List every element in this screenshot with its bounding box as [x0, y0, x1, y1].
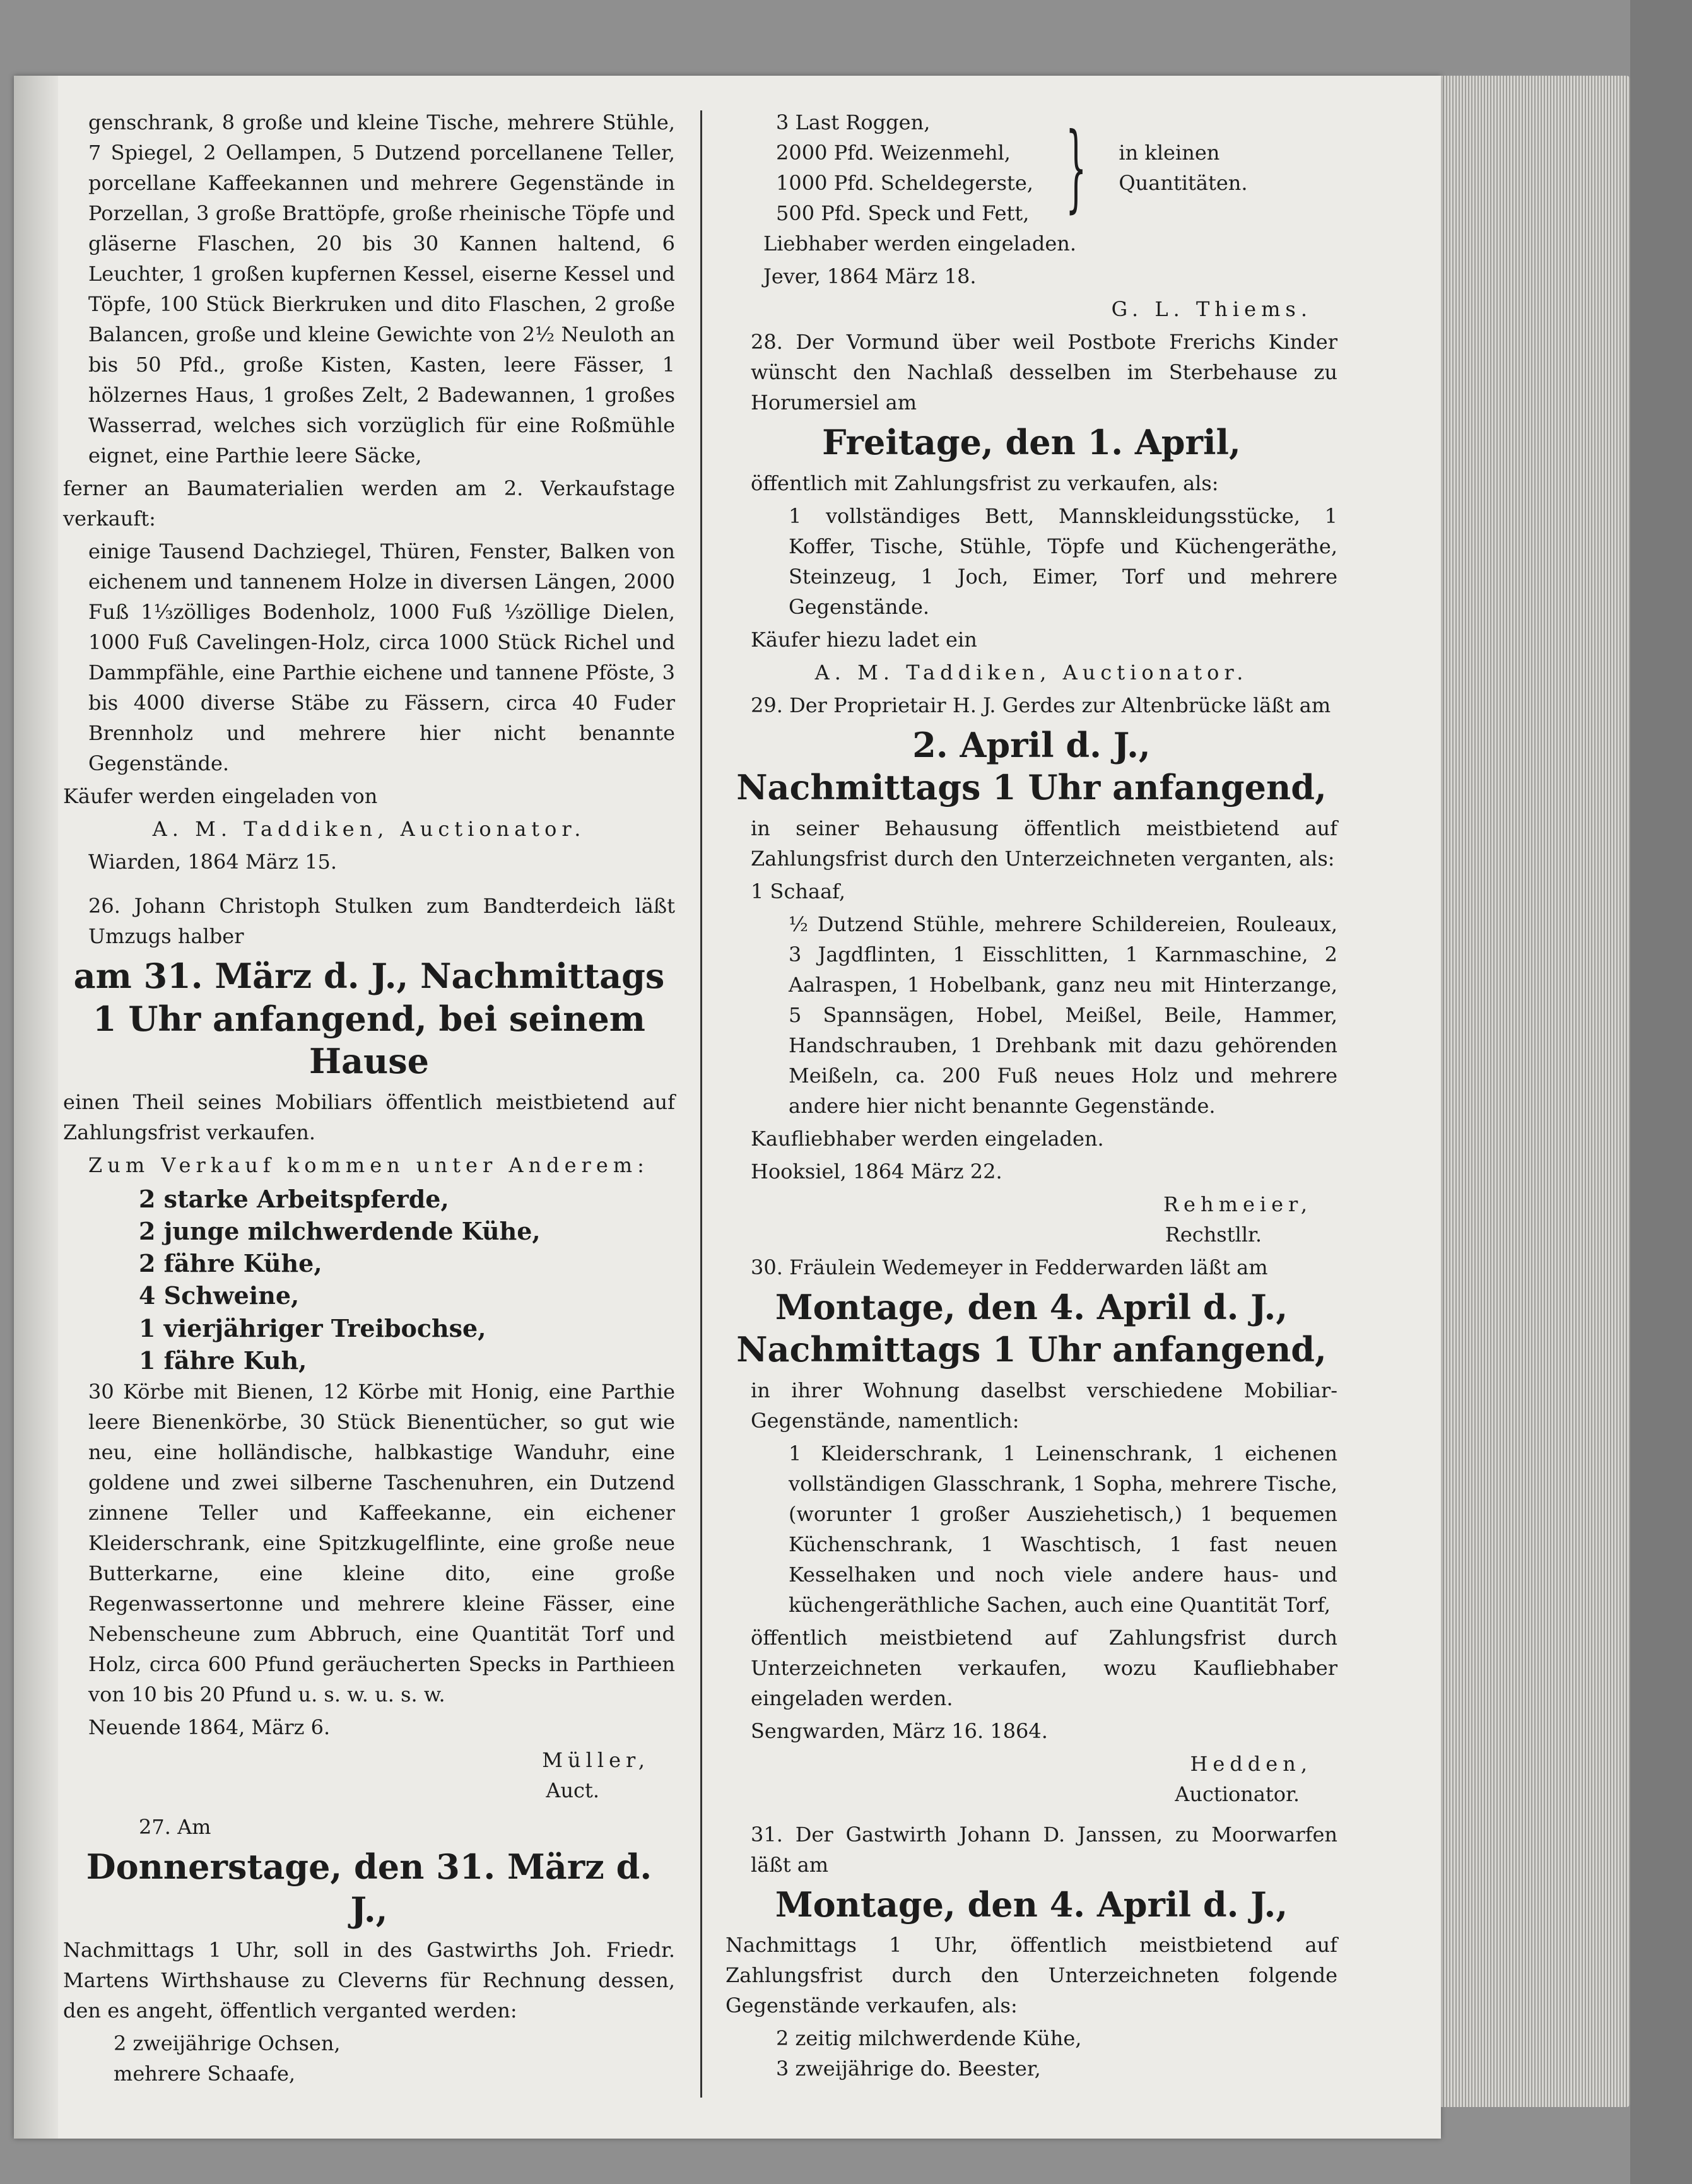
livestock-item: 2 fähre Kühe, — [139, 1249, 322, 1278]
ad-headline: am 31. März d. J., Nachmittags 1 Uhr anfangend, bei seinem Hause — [73, 956, 665, 1081]
building-materials: einige Tausend Dachziegel, Thüren, Fenster, Balken von eichenem und tannenem Holze in diversen Längen, 2000 Fuß 1⅓zölliges Bodenholz, 1000 Fuß ⅓zöllige Dielen, 1000 Fuß Cavelingen-Holz, circa 1000 Stück Richel und Dammpfähle, eine Parthie eichene und tannene Pföste, 3 bis 4000 diverse Stäbe zu Fässern, circa 40 Fuder Brennholz und mehrere hier nicht benannte Gegenstände. — [88, 539, 675, 775]
list-item: 500 Pfd. Speck und Fett, — [776, 201, 1030, 225]
signer-title: Auctionator. — [1175, 1782, 1300, 1806]
ad-more-items: 30 Körbe mit Bienen, 12 Körbe mit Honig, eine Parthie leere Bienenkörbe, 30 Stück Bienentücher, so gut wie neu, eine holländische, halbkastige Wanduhr, eine goldene und zwei silberne Taschenuhren, ein Dutzend zinnene Teller und Kaffeekanne, ein eichener Kleiderschrank, eine Spitzkugelflinte, eine große neue Butterkarne, eine kleine dito, eine große Regenwassertonne und mehrere kleine Fässer, eine Nebenscheune zum Abbruch, eine Quantität Torf und Holz, circa 600 Pfund geräucherten Specks in Parthieen von 10 bis 20 Pfund u. s. w. u. s. w. — [88, 1380, 675, 1707]
signer-title: Rechstllr. — [1165, 1222, 1262, 1247]
list-item: 3 zweijährige do. Beester, — [776, 2057, 1041, 2081]
invitation: Liebhaber werden eingeladen. — [763, 232, 1077, 255]
ad-body: einen Theil seines Mobiliars öffentlich meistbietend auf Zahlungsfrist verkaufen. — [63, 1089, 675, 1144]
list-item: 2000 Pfd. Weizenmehl, — [776, 141, 1011, 165]
ad-headline: Freitage, den 1. April, — [822, 422, 1241, 462]
livestock-item: 4 Schweine, — [139, 1281, 300, 1310]
livestock-item: 1 fähre Kuh, — [139, 1346, 307, 1375]
list-item: 2 zeitig milchwerdende Kühe, — [776, 2026, 1082, 2050]
ad-body: Nachmittags 1 Uhr, soll in des Gastwirths Joh. Friedr. Martens Wirthshause zu Cleverns für Rechnung dessen, den es angeht, öffentlich verganted werden: — [63, 1938, 675, 2023]
ad-body: öffentlich mit Zahlungsfrist zu verkaufen, als: — [751, 471, 1219, 495]
invitation: Käufer hiezu ladet ein — [751, 627, 977, 652]
place-date: Neuende 1864, März 6. — [88, 1715, 331, 1740]
ad-29 — [726, 690, 1337, 1250]
ad-27 — [63, 1812, 675, 2089]
ad-26 — [63, 891, 675, 1805]
column-divider — [700, 110, 702, 2098]
ad-body: in seiner Behausung öffentlich meistbietend auf Zahlungsfrist durch den Unterzeichneten verganten, als: — [751, 816, 1337, 871]
ad-intro: 30. Fräulein Wedemeyer in Fedderwarden läßt am — [751, 1255, 1268, 1279]
ad-headline: Montage, den 4. April d. J., — [775, 1286, 1288, 1327]
brace-glyph: } — [1065, 112, 1087, 223]
ad-intro: 27. Am — [139, 1815, 211, 1840]
place-date: Hooksiel, 1864 März 22. — [751, 1159, 1002, 1183]
ad-intro: 31. Der Gastwirth Johann D. Janssen, zu Moorwarfen läßt am — [751, 1822, 1337, 1877]
place-date: Wiarden, 1864 März 15. — [88, 850, 337, 874]
livestock-item: 1 vierjähriger Treibochse, — [139, 1313, 486, 1342]
background — [1630, 0, 1692, 2184]
ad-items: ½ Dutzend Stühle, mehrere Schildereien, Rouleaux, 3 Jagdflinten, 1 Eisschlitten, 1 Karnmaschine, 2 Aalraspen, 1 Hobelbank, ganz neu mit Hinterzange, 5 Spannsägen, Hobel, Meißel, Beile, Hammer, Handschrauben, 1 Drehbank mit dazu gehörenden Meißeln, ca. 200 Fuß neues Holz und mehrere andere hier nicht benannte Gegenstände. — [789, 912, 1337, 1118]
list-item: 2 zweijährige Ochsen, — [114, 2031, 341, 2056]
brace-note: in kleinen Quantitäten. — [1119, 141, 1248, 195]
ad-28 — [726, 327, 1337, 688]
livestock-item: 2 junge milchwerdende Kühe, — [139, 1216, 541, 1245]
livestock-item: 2 starke Arbeitspferde, — [139, 1184, 449, 1213]
ad-headline: Nachmittags 1 Uhr anfangend, — [736, 1329, 1327, 1370]
auctioneer-signature: A. M. Taddiken, Auctionator. — [814, 660, 1248, 684]
invitation: Käufer werden eingeladen von — [63, 784, 378, 808]
right-column — [726, 107, 1337, 2084]
book-page-edges — [1441, 76, 1630, 2107]
ad-body: Nachmittags 1 Uhr, öffentlich meistbietend auf Zahlungsfrist durch den Unterzeichneten folgende Gegenstände verkaufen, als: — [726, 1933, 1337, 2017]
list-item: mehrere Schaafe, — [114, 2062, 296, 2086]
ad-intro: 29. Der Proprietair H. J. Gerdes zur Altenbrücke läßt am — [751, 693, 1331, 717]
ad-headline: Donnerstage, den 31. März d. J., — [86, 1846, 652, 1930]
ad-intro: 28. Der Vormund über weil Postbote Frerichs Kinder wünscht den Nachlaß desselben im Sterbehause zu Horumersiel am — [751, 330, 1337, 414]
invitation: Kaufliebhaber werden eingeladen. — [751, 1126, 1104, 1151]
ad-closing: öffentlich meistbietend auf Zahlungsfrist durch Unterzeichneten verkaufen, wozu Kaufliebhaber eingeladen werden. — [751, 1625, 1337, 1710]
auctioneer-signature: A. M. Taddiken, Auctionator. — [152, 817, 586, 841]
sale-note: ferner an Baumaterialien werden am 2. Verkaufstage verkauft: — [63, 476, 675, 531]
ad-headline: Nachmittags 1 Uhr anfangend, — [736, 767, 1327, 807]
list-item: 3 Last Roggen, — [776, 110, 931, 134]
book-gutter — [14, 76, 58, 2139]
list-item: 1 Schaaf, — [751, 879, 846, 903]
item-list-continued: genschrank, 8 große und kleine Tische, mehrere Stühle, 7 Spiegel, 2 Oellampen, 5 Dutzend porcellanene Teller, porcellane Kaffeekannen und mehrere Gegenstände in Porzellan, 3 große Brattöpfe, große rheinische Töpfe und gläserne Flaschen, 20 bis 30 Kannen haltend, 6 Leuchter, 1 großen kupfernen Kessel, eiserne Kessel und Töpfe, 100 Stück Bierkruken und dito Flaschen, 2 große Balancen, große und kleine Gewichte von 2½ Neuloth an bis 50 Pfd., große Kisten, Kasten, leere Fässer, 1 hölzernes Haus, 1 großes Zelt, 2 Badewannen, 1 großes Wasserrad, welches sich vorzüglich für eine Roßmühle eignet, eine Parthie leere Säcke, — [88, 110, 675, 467]
ad-31 — [726, 1819, 1337, 2084]
ad-items: 1 vollständiges Bett, Mannskleidungsstücke, 1 Koffer, Tische, Stühle, Töpfe und Küchengeräthe, Steinzeug, 1 Joch, Eimer, Torf und mehrere Gegenstände. — [789, 503, 1337, 619]
ad-headline: 2. April d. J., — [912, 724, 1151, 765]
ad-headline: Montage, den 4. April d. J., — [775, 1884, 1288, 1925]
grain-list — [726, 107, 1337, 228]
ad-intro: 26. Johann Christoph Stulken zum Bandterdeich läßt Umzugs halber — [88, 894, 675, 948]
list-item: 1000 Pfd. Scheldegerste, — [776, 171, 1033, 195]
left-column — [63, 107, 675, 2089]
ad-items: 1 Kleiderschrank, 1 Leinenschrank, 1 eichenen vollständigen Glasschrank, 1 Sopha, mehrere Tische, (worunter 1 großer Ausziehetisch,) 1 bequemen Küchenschrank, 1 Waschtisch, 1 fast neuen Kesselhaken und noch viele andere haus- und küchengeräthliche Sachen, auch eine Quantität Torf, — [789, 1441, 1337, 1617]
ad-30 — [726, 1252, 1337, 1809]
signer: G. L. Thiems. — [1111, 297, 1312, 321]
place-date: Jever, 1864 März 18. — [763, 264, 977, 288]
place-date: Sengwarden, März 16. 1864. — [751, 1718, 1048, 1743]
signer-title: Auct. — [546, 1778, 599, 1803]
signer: Müller, — [542, 1748, 650, 1773]
signer: Hedden, — [1190, 1751, 1312, 1776]
ad-body: in ihrer Wohnung daselbst verschiedene Mobiliar-Gegenstände, namentlich: — [751, 1378, 1337, 1433]
signer: Rehmeier, — [1163, 1192, 1312, 1216]
sale-line: Zum Verkauf kommen unter Anderem: — [88, 1153, 649, 1177]
